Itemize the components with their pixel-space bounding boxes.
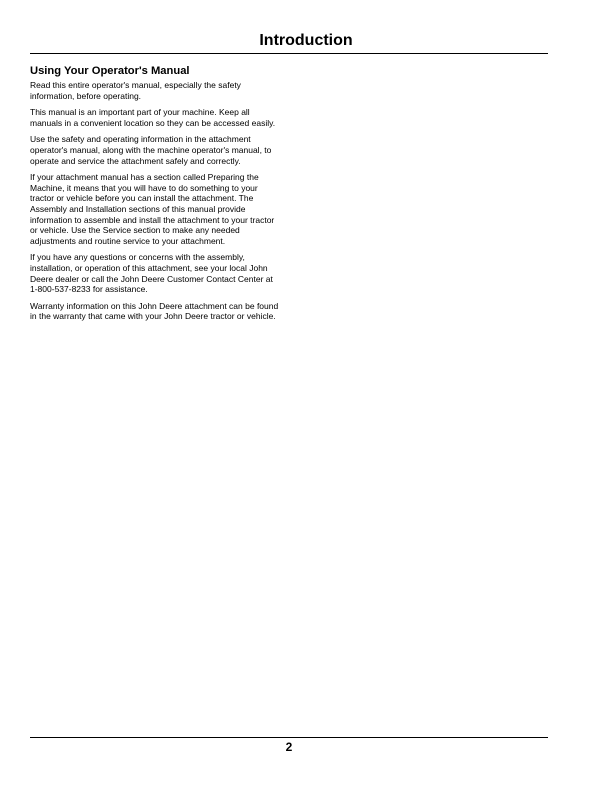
paragraph-keep-manuals: This manual is an important part of your machine. Keep all manuals in a convenient location so they can be accessed easily. xyxy=(30,107,276,128)
section-heading: Using Your Operator's Manual xyxy=(30,65,190,77)
header-divider xyxy=(30,53,548,54)
paragraph-read-manual: Read this entire operator's manual, especially the safety information, before operating. xyxy=(30,80,241,101)
paragraph-safety-info: Use the safety and operating information in the attachment operator's manual, along with the machine operator's manual, to operate and service the attachment safely and correctly. xyxy=(30,134,272,166)
page-number: 2 xyxy=(285,740,293,754)
footer-divider xyxy=(30,737,548,738)
paragraph-contact-dealer: If you have any questions or concerns with the assembly, installation, or operation of this attachment, see your local John Deere dealer or call the John Deere Customer Contact Center at 1-800-537-8233 for assistance. xyxy=(30,252,273,295)
paragraph-preparing-machine: If your attachment manual has a section called Preparing the Machine, it means that you will have to do something to your tractor or vehicle before you can install the attachment. The Assembly and Installation sections of this manual provide information to assemble and install the attachment to your tractor or vehicle. Use the Service section to make any needed adjustments and routine service to your attachment. xyxy=(30,172,275,246)
main-content xyxy=(30,64,280,328)
page-title: Introduction xyxy=(259,32,353,49)
paragraph-warranty: Warranty information on this John Deere attachment can be found in the warranty that came with your John Deere tractor or vehicle. xyxy=(30,300,279,322)
